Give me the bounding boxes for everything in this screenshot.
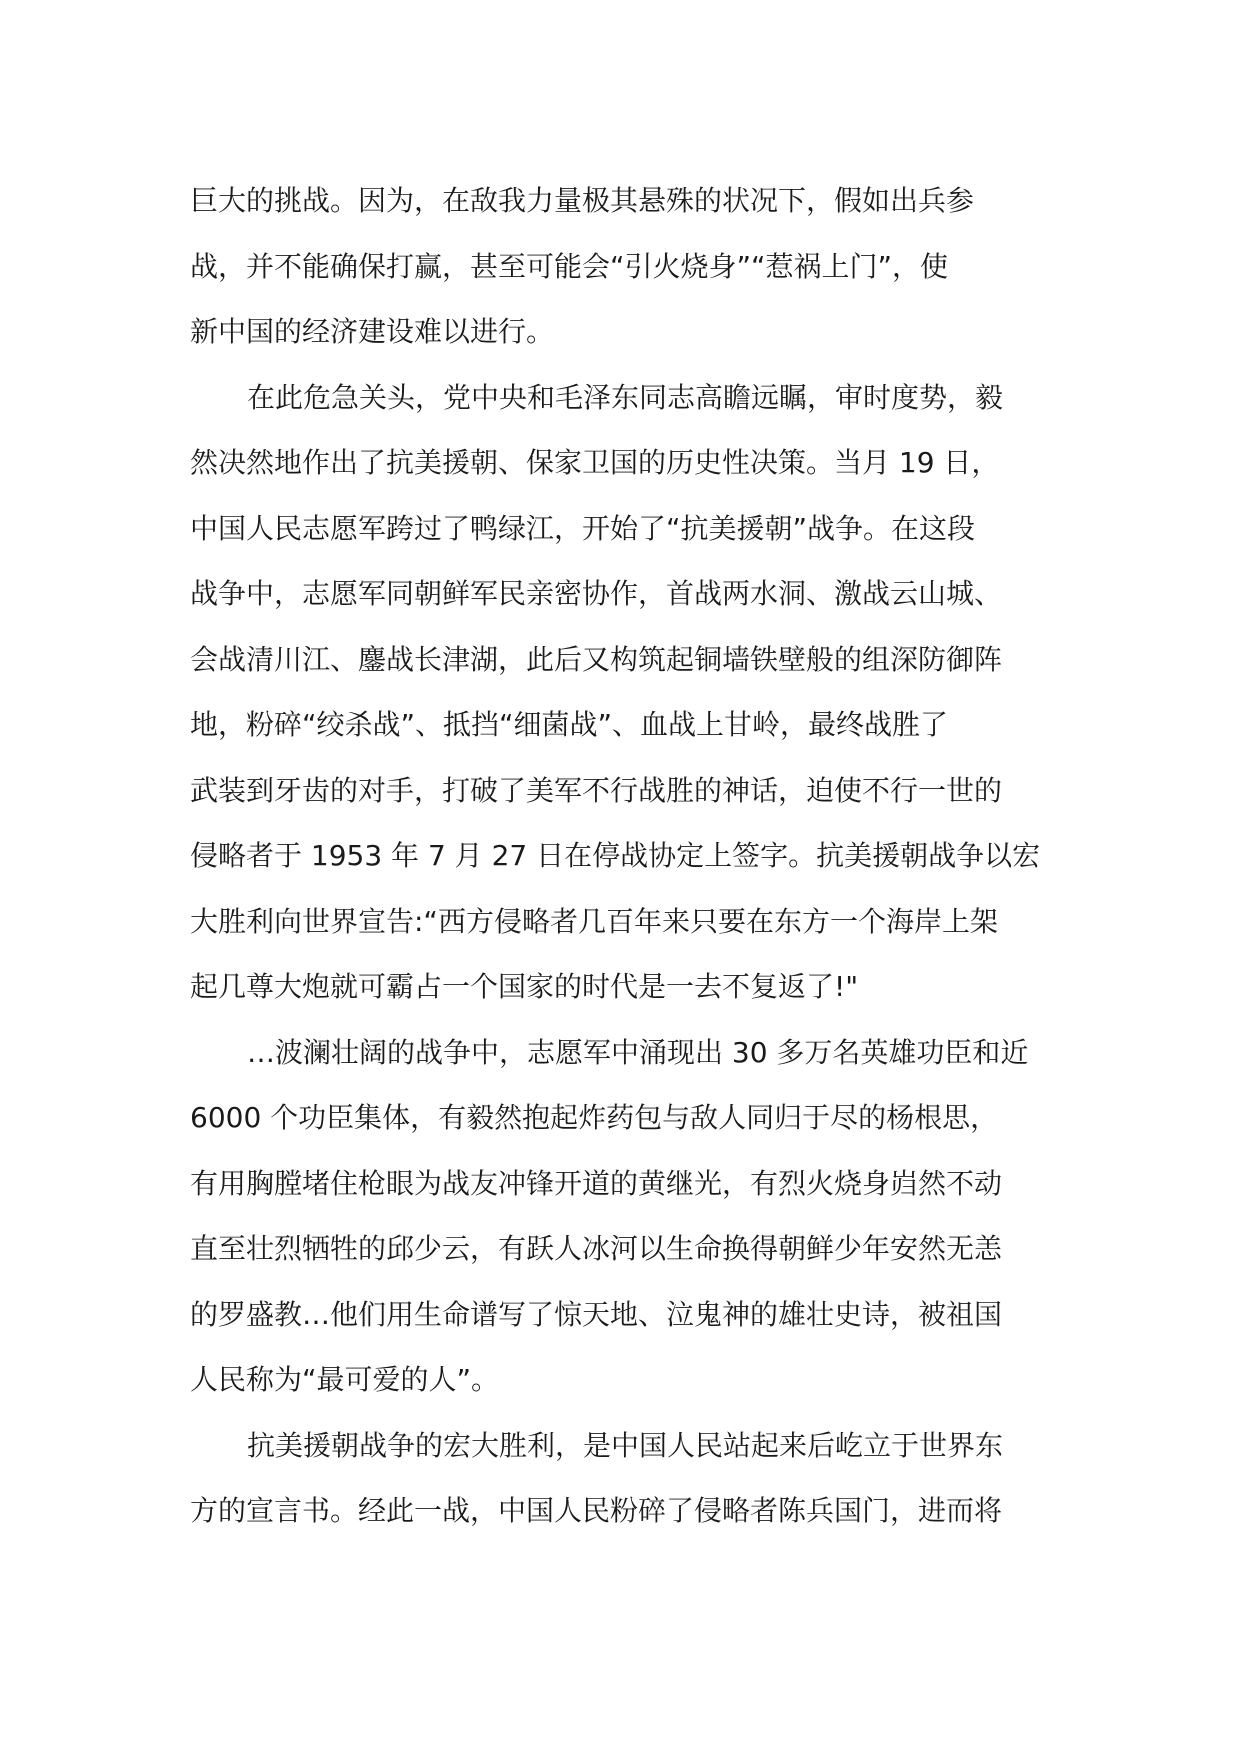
text-line: 直至壮烈牺牲的邱少云，有跃人冰河以生命换得朝鲜少年安然无恙	[190, 1232, 1003, 1265]
text-line: 起几尊大炮就可霸占一个国家的时代是一去不复返了!"	[190, 970, 859, 1003]
text-line: …波澜壮阔的战争中，志愿军中涌现出 30 多万名英雄功臣和近	[247, 1035, 1029, 1069]
text-line: 6000 个功臣集体，有毅然抱起炸药包与敌人同归于尽的杨根思，	[190, 1101, 999, 1134]
text-line: 在此危急关头，党中央和毛泽东同志高瞻远瞩，审时度势，毅	[247, 380, 1004, 414]
text-line: 方的宣言书。经此一战，中国人民粉碎了侵略者陈兵国门，进而将	[190, 1494, 1003, 1527]
paragraph-4	[190, 1413, 1060, 1544]
text-line: 侵略者于 1953 年 7 月 27 日在停战协定上签字。抗美援朝战争以宏	[190, 839, 1041, 872]
text-line: 地，粉碎“绞杀战”、抵挡“细菌战”、血战上甘岭，最终战胜了	[190, 708, 949, 741]
text-line: 巨大的挑战。因为，在敌我力量极其悬殊的状况下，假如出兵参	[190, 184, 975, 217]
text-line: 有用胸膛堵住枪眼为战友冲锋开道的黄继光，有烈火烧身岿然不动	[190, 1166, 1003, 1200]
paragraph-1	[190, 168, 1060, 365]
text-line: 大胜利向世界宣告:“西方侵略者几百年来只要在东方一个海岸上架	[190, 904, 998, 938]
text-line: 武装到牙齿的对手，打破了美军不行战胜的神话，迫使不行一世的	[190, 773, 1003, 807]
text-line: 抗美援朝战争的宏大胜利，是中国人民站起来后屹立于世界东	[247, 1428, 1004, 1462]
text-line: 会战清川江、鏖战长津湖，此后又构筑起铜墙铁壁般的组深防御阵	[190, 642, 1003, 676]
text-line: 战，并不能确保打赢，甚至可能会“引火烧身”“惹祸上门”，使	[190, 249, 949, 283]
text-line: 新中国的经济建设难以进行。	[190, 315, 555, 348]
text-line: 战争中，志愿军同朝鲜军民亲密协作，首战两水洞、激战云山城、	[190, 577, 1003, 610]
text-line: 人民称为“最可爱的人”。	[190, 1363, 500, 1396]
paragraph-2	[190, 365, 1060, 1020]
text-line: 中国人民志愿军跨过了鸭绿江，开始了“抗美援朝”战争。在这段	[190, 511, 976, 545]
document-body	[190, 168, 1060, 1544]
text-line: 然决然地作出了抗美援朝、保家卫国的历史性决策。当月 19 日，	[190, 446, 1000, 479]
text-line: 的罗盛教…他们用生命谱写了惊天地、泣鬼神的雄壮史诗，被祖国	[190, 1297, 1003, 1331]
paragraph-3	[190, 1020, 1060, 1413]
